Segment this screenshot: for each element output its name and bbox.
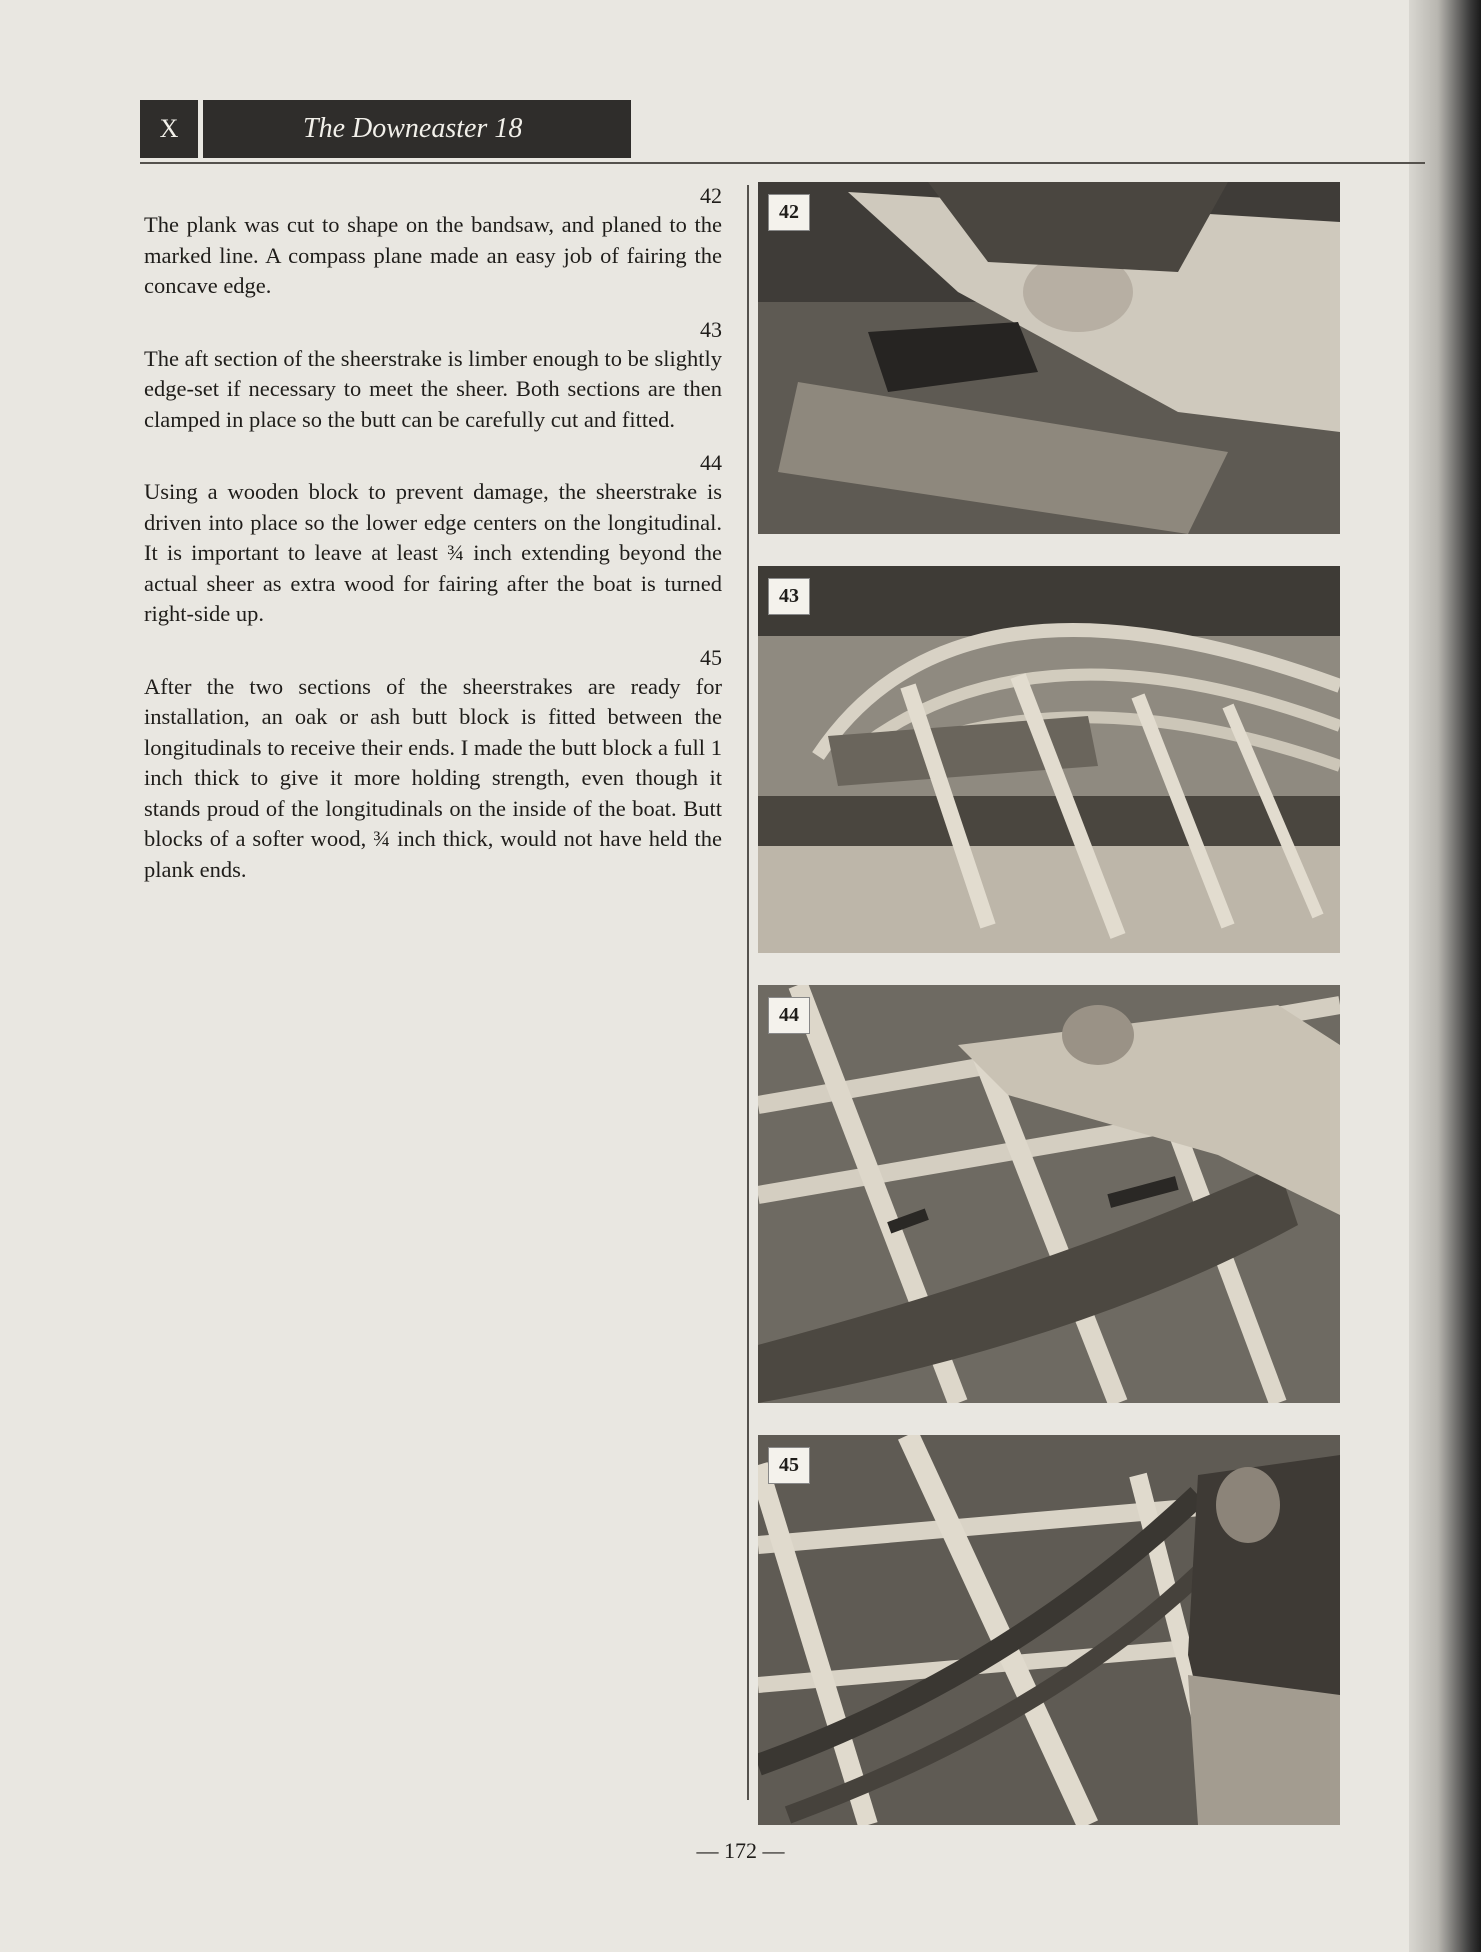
photo-43-image — [758, 566, 1340, 953]
caption-number: 42 — [700, 183, 722, 208]
caption-number: 44 — [700, 450, 722, 475]
caption-column — [144, 182, 722, 899]
photo-44 — [758, 985, 1340, 1403]
header-rule — [140, 162, 1425, 164]
caption-text: The plank was cut to shape on the bandsaw, and planed to the marked line. A compass plane made an easy job of fairing the concave edge. — [144, 212, 722, 298]
chapter-title: The Downeaster 18 — [203, 100, 631, 158]
caption-number: 43 — [700, 316, 722, 342]
caption-44 — [144, 449, 722, 630]
page-number: — 172 — — [696, 1838, 785, 1863]
photo-42-image — [758, 182, 1340, 534]
photo-label: 45 — [768, 1447, 810, 1484]
caption-43 — [144, 316, 722, 436]
caption-45 — [144, 644, 722, 886]
photo-44-image — [758, 985, 1340, 1403]
photo-43 — [758, 566, 1340, 953]
photo-45-image — [758, 1435, 1340, 1825]
photo-label: 43 — [768, 578, 810, 615]
caption-text: Using a wooden block to prevent damage, the sheerstrake is driven into place so the lower edge centers on the longitudinal. It is important to leave at least ¾ inch extending beyond the actual sheer as extra wood for fairing after the boat is turned right-side up. — [144, 479, 722, 626]
photo-label: 42 — [768, 194, 810, 231]
chapter-number: X — [140, 100, 198, 158]
caption-text: After the two sections of the sheerstrakes are ready for installation, an oak or ash butt block is fitted between the longitudinals to receive their ends. I made the butt block a full 1 inch thick to give it more holding strength, even though it stands proud of the longitudinals on the inside of the boat. Butt blocks of a softer wood, ¾ inch thick, would not have held the plank ends. — [144, 673, 722, 882]
column-divider — [747, 185, 749, 1800]
photo-42 — [758, 182, 1340, 534]
book-spine-shadow — [1409, 0, 1481, 1952]
caption-text: The aft section of the sheerstrake is limber enough to be slightly edge-set if necessary to meet the sheer. Both sections are then clamped in place so the butt can be carefully cut and fitted. — [144, 345, 722, 432]
caption-number: 45 — [700, 644, 722, 670]
caption-42 — [144, 182, 722, 302]
chapter-header — [140, 100, 631, 158]
photo-45 — [758, 1435, 1340, 1825]
photo-label: 44 — [768, 997, 810, 1034]
